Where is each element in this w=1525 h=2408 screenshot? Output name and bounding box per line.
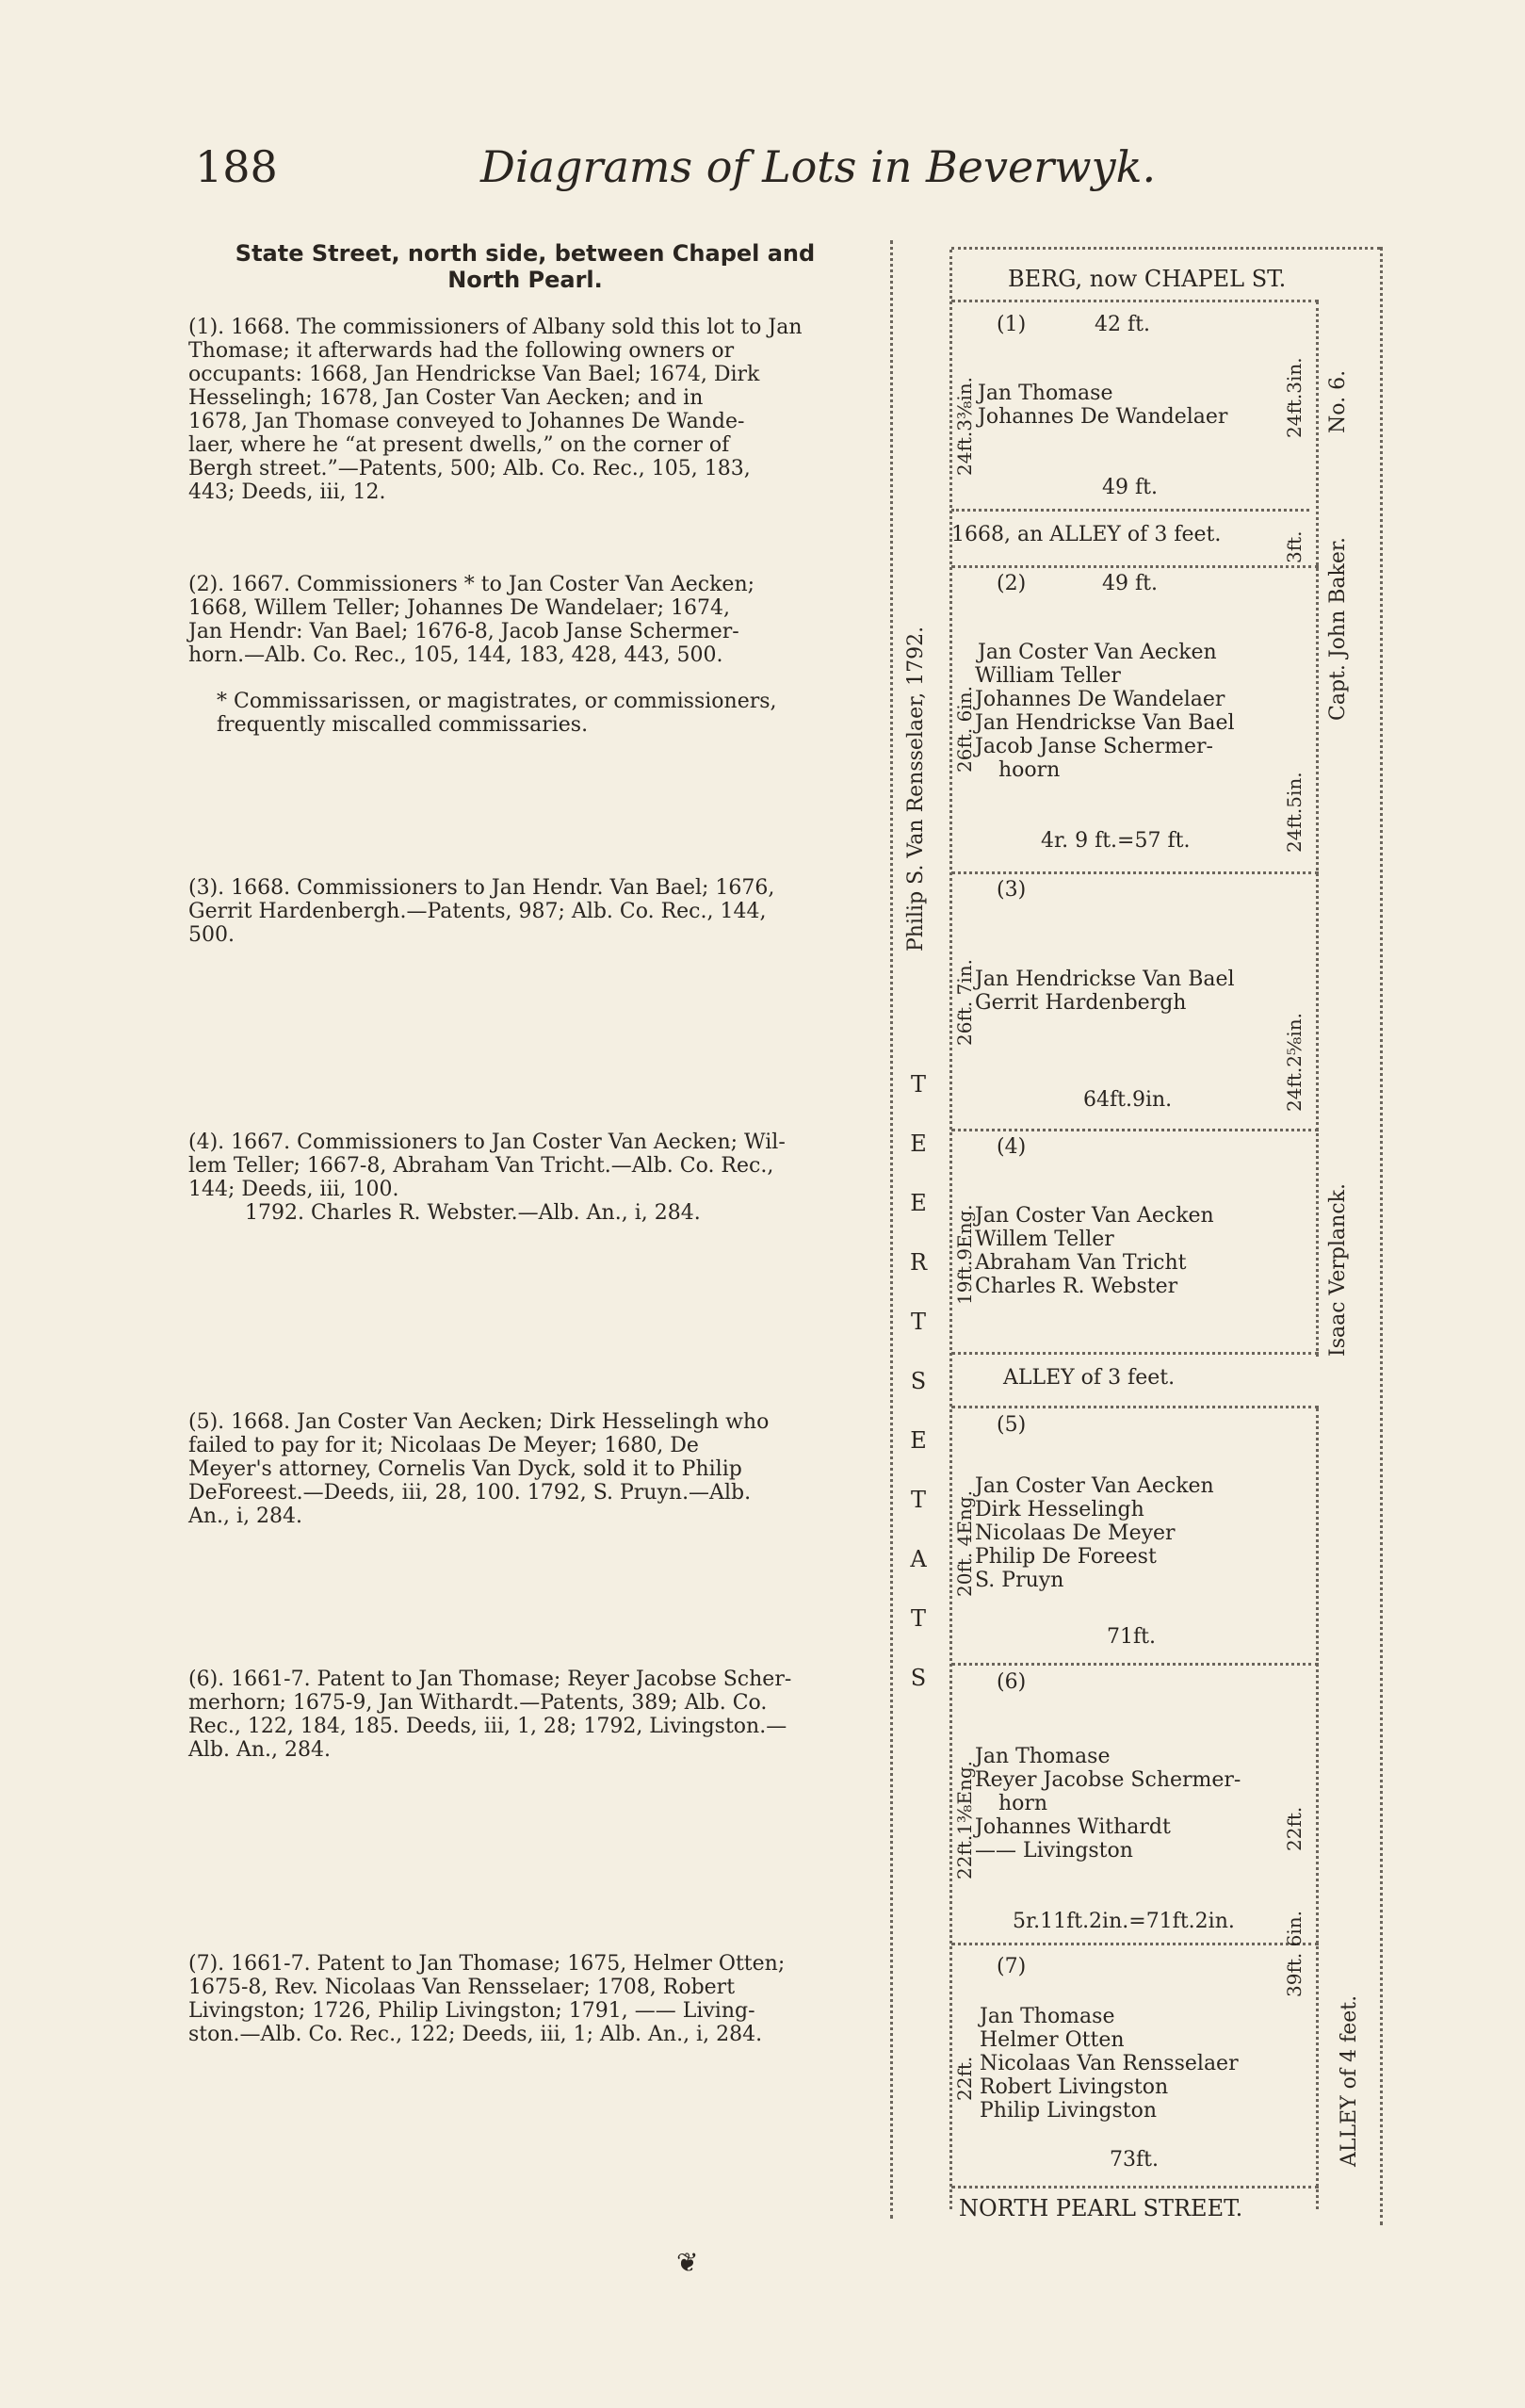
owner-name: Jan Hendrickse Van Bael [975, 968, 1235, 991]
entry-line: laer, where he “at present dwells,” on the corner of [188, 433, 730, 457]
street-letter: T [910, 1309, 926, 1335]
street-letter: E [910, 1131, 927, 1157]
entry-line: 1668, Willem Teller; Johannes De Wandelaer; 1674, [188, 596, 730, 620]
lot-5-left-dim: 20ft. 4Eng. [953, 1490, 976, 1597]
lot-7-right-dim: 39ft. 6in. [1283, 1911, 1306, 1997]
bottom-street-label: NORTH PEARL STREET. [959, 2195, 1243, 2221]
lot-5-number: (5) [997, 1413, 1027, 1437]
lot-4-owners [975, 1204, 1214, 1298]
entry-line: horn.—Alb. Co. Rec., 105, 144, 183, 428, 443, 500. [188, 643, 723, 667]
lot-1-bottom [951, 509, 1309, 512]
entry-line: Hesselingh; 1678, Jan Coster Van Aecken; and in [188, 386, 704, 410]
lot-7-number: (7) [997, 1955, 1027, 1978]
owner-name: —— Livingston [975, 1839, 1133, 1863]
owner-name: Dirk Hesselingh [975, 1498, 1144, 1521]
lot-4-bottom [951, 1352, 1319, 1355]
street-letter: A [910, 1546, 927, 1572]
alley-2-label: ALLEY of 3 feet. [1003, 1366, 1176, 1390]
lot-7-left-dim: 22ft. [953, 2056, 976, 2101]
owner-name: Reyer Jacobse Schermer- [975, 1768, 1241, 1792]
owner-name: Jan Thomase [980, 2005, 1115, 2028]
lot-2-bottom-dim: 4r. 9 ft.=57 ft. [1041, 829, 1191, 853]
lot-3-right-dim: 24ft.2⅝in. [1283, 1013, 1306, 1112]
no-6-label: No. 6. [1326, 369, 1350, 433]
entry-line: (5). 1668. Jan Coster Van Aecken; Dirk Hesselingh who [188, 1410, 770, 1434]
entry-2 [188, 573, 868, 667]
entry-line: 1675-8, Rev. Nicolaas Van Rensselaer; 1708, Robert [188, 1976, 736, 1999]
lot-1-owners [978, 382, 1227, 429]
alley-2-bottom [951, 1406, 1319, 1408]
entry-line: 144; Deeds, iii, 100. [188, 1178, 399, 1201]
running-title: Diagrams of Lots in Beverwyk. [480, 141, 1157, 192]
alley-1-label: 1668, an ALLEY of 3 feet. [951, 523, 1222, 546]
verplanck-label: Isaac Verplanck. [1326, 1183, 1350, 1357]
entry-line: (6). 1661-7. Patent to Jan Thomase; Reyer Jacobse Scher- [188, 1668, 792, 1691]
entry-line: failed to pay for it; Nicolaas De Meyer; 1680, De [188, 1434, 699, 1457]
lot-5-owners [975, 1474, 1214, 1592]
street-letter: S [910, 1665, 927, 1691]
entry-line: (1). 1668. The commissioners of Albany sold this lot to Jan [188, 316, 803, 339]
lot-3-left-dim: 26ft. 7in. [953, 959, 976, 1046]
owner-name: Robert Livingston [980, 2075, 1169, 2099]
entry-line: Alb. An., 284. [188, 1738, 332, 1762]
lot-right-line-upper [1316, 301, 1319, 1357]
footnote [217, 690, 868, 737]
lot-1-bottom-dim: 49 ft. [1102, 476, 1158, 499]
entry-line: Livingston; 1726, Philip Livingston; 1791, —— Living- [188, 1999, 755, 2023]
lot-1-number: (1) [997, 313, 1027, 336]
entry-line: DeForeest.—Deeds, iii, 28, 100. 1792, S. Pruyn.—Alb. [188, 1481, 752, 1505]
lot-1-right-dim: 24ft.3in. [1283, 357, 1306, 438]
lot-3-bottom [951, 1129, 1319, 1131]
street-letter: T [910, 1487, 926, 1513]
lot-3-bottom-dim: 64ft.9in. [1083, 1088, 1173, 1112]
entry-line: An., i, 284. [188, 1505, 303, 1528]
entry-5 [188, 1410, 868, 1528]
entry-line: 443; Deeds, iii, 12. [188, 480, 386, 504]
lot-6-bottom [951, 1943, 1319, 1945]
baker-label: Capt. John Baker. [1326, 537, 1350, 721]
entry-line: Thomase; it afterwards had the following owners or [188, 339, 735, 363]
entry-line: Jan Hendr: Van Bael; 1676-8, Jacob Janse Schermer- [188, 620, 739, 643]
lot-6-owners [975, 1745, 1241, 1863]
lot-2-number: (2) [997, 572, 1027, 595]
entry-6 [188, 1668, 868, 1762]
entry-line: 1678, Jan Thomase conveyed to Johannes De Wande- [188, 410, 745, 433]
entry-3 [188, 876, 868, 947]
entry-7 [188, 1952, 868, 2046]
entry-line: Rec., 122, 184, 185. Deeds, iii, 1, 28; 1792, Livingston.— [188, 1715, 787, 1738]
entry-line: (4). 1667. Commissioners to Jan Coster Van Aecken; Wil- [188, 1131, 786, 1154]
owner-name: Willem Teller [975, 1228, 1114, 1251]
entry-line: (7). 1661-7. Patent to Jan Thomase; 1675, Helmer Otten; [188, 1952, 786, 1976]
owner-name: William Teller [975, 664, 1121, 688]
street-letter: R [909, 1249, 928, 1276]
entry-line: ston.—Alb. Co. Rec., 122; Deeds, iii, 1; Alb. An., i, 284. [188, 2023, 763, 2046]
street-letter: S [910, 1368, 927, 1394]
outer-right-line [1380, 247, 1383, 2225]
footer-ornament-icon: ❦ [676, 2247, 699, 2278]
lot-6-bottom-dim: 5r.11ft.2in.=71ft.2in. [1013, 1910, 1235, 1933]
owner-name: Jacob Janse Schermer- [975, 735, 1213, 758]
owner-name: Johannes De Wandelaer [975, 688, 1225, 711]
owner-name: Philip Livingston [980, 2099, 1158, 2123]
entry-line: lem Teller; 1667-8, Abraham Van Tricht.—Alb. Co. Rec., [188, 1154, 774, 1178]
lot-6-left-dim: 22ft.1⅜Eng. [953, 1761, 976, 1879]
lot-5-bottom-dim: 71ft. [1107, 1625, 1156, 1649]
section-title [184, 240, 867, 293]
entry-line: merhorn; 1675-9, Jan Withardt.—Patents, 389; Alb. Co. [188, 1691, 768, 1715]
lot-2-right-dim: 24ft.5in. [1283, 772, 1306, 853]
owner-name: Johannes Withardt [975, 1815, 1171, 1839]
owner-name: Charles R. Webster [975, 1275, 1178, 1298]
alley-1-bottom [951, 565, 1319, 568]
street-letter: T [910, 1605, 926, 1632]
owner-name: hoorn [998, 758, 1061, 782]
lot-7-owners [980, 2005, 1239, 2123]
lot-1-top-dim: 42 ft. [1095, 313, 1150, 336]
owner-name: Jan Hendrickse Van Bael [975, 711, 1235, 735]
owner-name: S. Pruyn [975, 1569, 1064, 1592]
entry-4 [188, 1131, 868, 1225]
owner-name: Jan Coster Van Aecken [975, 1204, 1214, 1228]
street-letter: T [910, 1071, 926, 1098]
entry-line: occupants: 1668, Jan Hendrickse Van Bael; 1674, Dirk [188, 363, 760, 386]
entry-1 [188, 316, 868, 504]
alley-4-label: ALLEY of 4 feet. [1338, 1994, 1361, 2167]
footnote-line: frequently miscalled commissaries. [217, 713, 589, 737]
lot-7-bottom [951, 2186, 1319, 2188]
owner-name: Jan Thomase [975, 1745, 1111, 1768]
owner-name: Jan Coster Van Aecken [978, 641, 1217, 664]
top-border [951, 247, 1380, 250]
owner-name: Johannes De Wandelaer [978, 405, 1228, 429]
owner-name: Nicolaas Van Rensselaer [980, 2052, 1239, 2075]
owner-name: Nicolaas De Meyer [975, 1521, 1176, 1545]
entry-line: (2). 1667. Commissioners * to Jan Coster Van Aecken; [188, 573, 755, 596]
footnote-line: * Commissarissen, or magistrates, or commissioners, [217, 690, 777, 713]
page-number: 188 [195, 141, 278, 192]
column-divider [890, 240, 893, 2219]
entry-line: Gerrit Hardenbergh.—Patents, 987; Alb. Co. Rec., 144, [188, 900, 767, 923]
entry-line: 1792. Charles R. Webster.—Alb. An., i, 284. [245, 1201, 701, 1225]
state-street-vertical [904, 1055, 933, 1708]
lot-1-left-dim: 24ft.3⅜in. [953, 377, 976, 476]
owner-name: Philip De Foreest [975, 1545, 1157, 1569]
lot-right-line-lower [1316, 1408, 1319, 2209]
left-owner-label: Philip S. Van Rensselaer, 1792. [904, 626, 928, 952]
owner-name: Jan Coster Van Aecken [975, 1474, 1214, 1498]
entry-line: Meyer's attorney, Cornelis Van Dyck, sold it to Philip [188, 1457, 742, 1481]
lot-2-bottom [951, 871, 1319, 874]
owner-name: Abraham Van Tricht [975, 1251, 1187, 1275]
section-title-line-2: North Pearl. [447, 267, 603, 293]
lot-6-number: (6) [997, 1670, 1027, 1694]
street-letter: E [910, 1427, 927, 1454]
lot-5-bottom [951, 1663, 1319, 1666]
entry-line: Bergh street.”—Patents, 500; Alb. Co. Rec., 105, 183, [188, 457, 751, 480]
top-street-label: BERG, now CHAPEL ST. [1008, 266, 1287, 292]
lot-4-number: (4) [997, 1135, 1027, 1159]
lot-2-left-dim: 26ft. 6in. [953, 686, 976, 773]
lot-3-owners [975, 968, 1235, 1015]
owner-name: Helmer Otten [980, 2028, 1125, 2052]
lot-7-bottom-dim: 73ft. [1110, 2148, 1159, 2172]
entry-line: 500. [188, 923, 235, 947]
owner-name: horn [998, 1792, 1048, 1815]
lot-6-right-dim: 22ft. [1283, 1806, 1306, 1851]
chapel-line [951, 300, 1319, 302]
lot-2-owners [975, 641, 1235, 782]
lot-3-number: (3) [997, 878, 1027, 902]
section-title-line-1: State Street, north side, between Chapel and [235, 240, 816, 267]
owner-name: Gerrit Hardenbergh [975, 991, 1187, 1015]
street-letter: E [910, 1190, 927, 1216]
alley-1-width: 3ft. [1283, 530, 1306, 563]
entry-line: (3). 1668. Commissioners to Jan Hendr. Van Bael; 1676, [188, 876, 775, 900]
owner-name: Jan Thomase [978, 382, 1113, 405]
lot-4-left-dim: 19ft.9Eng. [953, 1204, 976, 1305]
lot-2-top-dim: 49 ft. [1102, 572, 1158, 595]
